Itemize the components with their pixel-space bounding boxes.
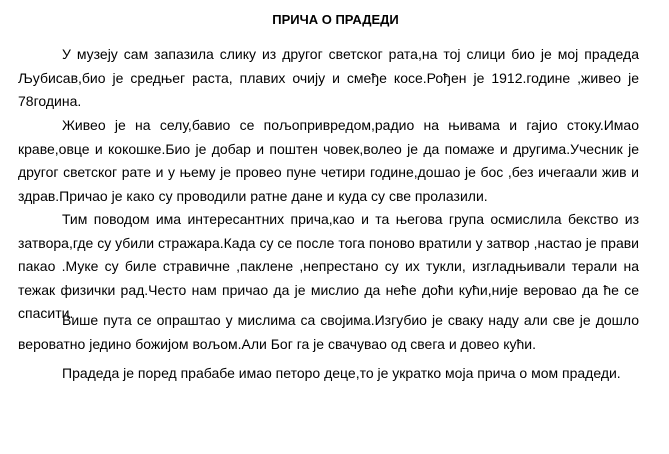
paragraph-1: У музеју сам запазила слику из другог светског рата,на тој слици био је мој прадеда Љубисав,био је средњег раста, плавих очију и смеђе косе.Рођен је 1912.годинe ,живео је 78година. [18, 46, 639, 109]
paragraph-4: Више пута се опраштао у мислима са својима.Изгубио је сваку наду али све је дошло вероватно једино божијом вољом.Али Бог га је свачувао од свега и довео кући. [18, 312, 639, 352]
paragraph-2: Живео је на селу,бавио се пољопривредом,радио на њивама и гајио стоку.Имао краве,овце и кокошке.Био је добар и поштен човек,волео је да помаже и другима.Учесник је другог светског рате и у њему је провео пуне четири године,дошао је бос ,без ичегаали жив и здрав.Причао је како су проводили ратне дане и куда су све пролазили. [18, 117, 639, 204]
paragraph-5: Прадеда је поред прабабе имао петоро деце,то је укратко моја прича о мом прадеди. [62, 365, 621, 381]
document-title: ПРИЧА О ПРАДЕДИ [272, 12, 399, 27]
paragraph-3: Тим поводом има интересантних прича,као и та његова група осмислила бекство из затвора,где су убили стражара.Када су се после тога поново вратили у затвор ,настао је прави пакао .Муке су биле стравичне ,паклене ,непрестано су их тукли, изгладњивали терали на тежак физички рад.Често нам причао да је мислио да неће доћи кући,није веровао да ће се спасити. [18, 211, 639, 321]
